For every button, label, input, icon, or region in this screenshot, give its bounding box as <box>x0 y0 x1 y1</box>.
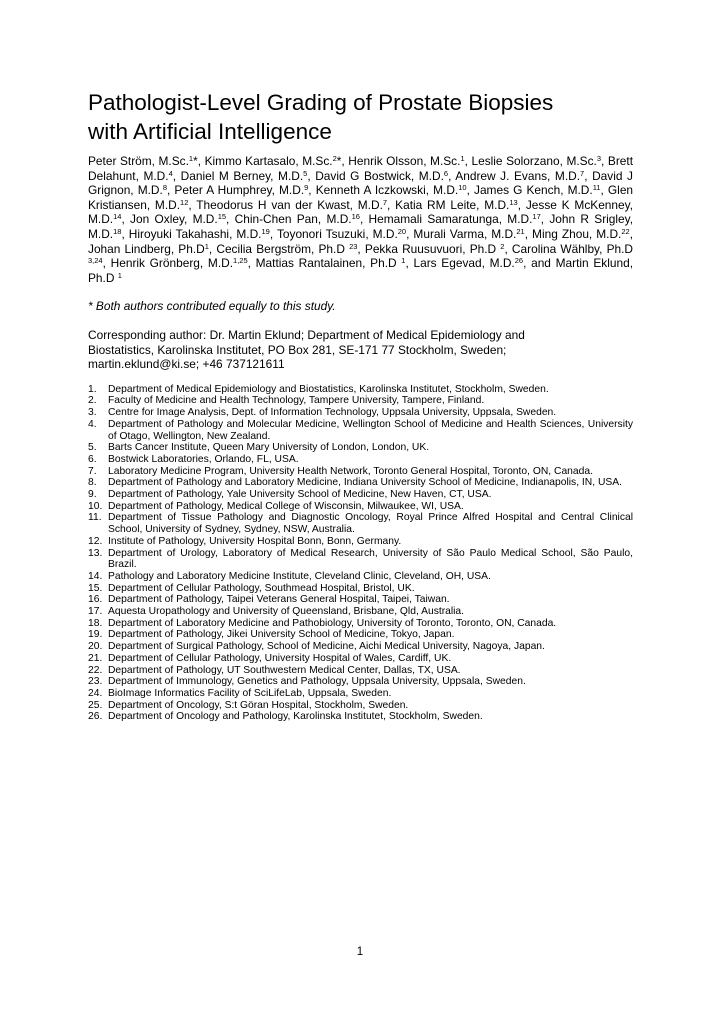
author-name: Hiroyuki Takahashi, M.D. <box>128 226 262 241</box>
affiliation-number: 19. <box>88 629 103 641</box>
author-name: Henrik Olsson, M.Sc. <box>348 154 461 168</box>
affiliation-number: 4. <box>88 418 97 430</box>
author-affiliation-sup: 26 <box>514 256 524 266</box>
affiliation-item <box>88 583 633 595</box>
author-name: Kenneth A Iczkowski, M.D. <box>315 183 459 198</box>
author-name: Brett Delahunt, M.D. <box>88 154 634 183</box>
author-name: Chin-Chen Pan, M.D. <box>234 212 352 227</box>
author-name: Johan Lindberg, Ph.D <box>88 241 205 256</box>
author-name: Mattias Rantalainen, Ph.D <box>255 256 402 271</box>
author-affiliation-sup: 5 <box>303 168 308 178</box>
affiliation-item <box>88 536 633 548</box>
affiliation-number: 22. <box>88 664 103 676</box>
affiliation-text: Department of Pathology, Medical College of Wisconsin, Milwaukee, WI, USA. <box>108 500 464 512</box>
affiliation-text: Faculty of Medicine and Health Technology, Tampere University, Tampere, Finland. <box>108 395 485 407</box>
author-name: Andrew J. Evans, M.D. <box>455 168 581 183</box>
affiliation-item <box>88 548 633 571</box>
author-name: Jesse K McKenney, M.D. <box>88 197 634 227</box>
author-affiliation-sup: 11 <box>592 183 601 193</box>
author <box>348 154 464 168</box>
author-affiliation-sup: 3,24 <box>88 256 103 266</box>
author <box>111 256 248 270</box>
affiliation-text: Department of Cellular Pathology, Southmead Hospital, Bristol, UK. <box>108 582 415 594</box>
affiliation-item <box>88 606 633 618</box>
corresponding-line: Corresponding author: Dr. Martin Eklund; Department of Medical Epidemiology and <box>88 327 525 342</box>
affiliation-text: Institute of Pathology, University Hospital Bonn, Bonn, Germany. <box>108 535 402 547</box>
affiliation-number: 21. <box>88 652 103 664</box>
affiliation-text: Department of Pathology, UT Southwestern Medical Center, Dallas, TX, USA. <box>108 664 461 676</box>
author <box>88 242 209 256</box>
author <box>413 256 523 270</box>
author <box>316 183 467 197</box>
author <box>277 227 406 241</box>
author-affiliation-sup: 1 <box>460 154 465 163</box>
author-affiliation-sup: 19 <box>261 226 270 236</box>
author-name: Ming Zhou, M.D. <box>532 226 622 241</box>
author-name: John R Srigley, M.D. <box>88 212 634 241</box>
affiliation-item <box>88 688 633 700</box>
author <box>88 154 198 168</box>
affiliation-list <box>88 384 633 723</box>
author <box>395 198 518 212</box>
affiliation-number: 18. <box>88 617 103 629</box>
author-name: Leslie Solorzano, M.Sc. <box>471 154 597 168</box>
affiliation-text: Department of Immunology, Genetics and Pathology, Uppsala University, Uppsala, Sweden. <box>108 676 526 688</box>
affiliation-text: Department of Pathology, Yale University School of Medicine, New Haven, CT, USA. <box>108 489 492 501</box>
affiliation-number: 3. <box>88 407 97 419</box>
author-affiliation-sup: 1 <box>117 270 122 280</box>
author-name: Martin Eklund, Ph.D <box>88 256 634 285</box>
affiliation-number: 8. <box>88 477 97 489</box>
author <box>256 256 406 270</box>
author-affiliation-sup: 21 <box>516 226 525 236</box>
corresponding-line: martin.eklund@ki.se; +46 737121611 <box>88 357 285 372</box>
affiliation-text: BioImage Informatics Facility of SciLifeLab, Uppsala, Sweden. <box>108 688 392 699</box>
affiliation-item <box>88 711 633 723</box>
affiliation-text: Barts Cancer Institute, Queen Mary University of London, London, UK. <box>108 442 430 454</box>
author-affiliation-sup: 18 <box>113 226 122 236</box>
author <box>474 183 601 197</box>
author-name: Toyonori Tsuzuki, M.D. <box>276 226 398 241</box>
affiliation-number: 2. <box>88 395 97 407</box>
author-affiliation-sup: 1 <box>188 154 194 163</box>
affiliation-number: 10. <box>88 500 103 512</box>
author-name: Katia RM Leite, M.D. <box>395 197 510 212</box>
affiliation-text: Department of Tissue Pathology and Diagnostic Oncology, Royal Prince Alfred Hospital and Central Clinical School, University of Sydney, Sydney, NSW, Australia. <box>108 512 633 536</box>
affiliation-number: 11. <box>88 512 102 524</box>
author-name: Jon Oxley, M.D. <box>130 212 218 227</box>
author <box>315 169 448 183</box>
author-name: Kimmo Kartasalo, M.Sc. <box>204 154 333 168</box>
affiliation-text: Department of Oncology and Pathology, Karolinska Institutet, Stockholm, Sweden. <box>108 711 483 723</box>
author-name: Lars Egevad, M.D. <box>413 256 515 271</box>
equal-contribution-mark: * <box>336 154 342 168</box>
affiliation-text: Department of Pathology and Molecular Medicine, Wellington School of Medicine and Health Sciences, University of Otago, Wellington, New Zealand. <box>108 418 633 442</box>
author-affiliation-sup: 8 <box>162 183 167 193</box>
author <box>129 227 270 241</box>
affiliation-number: 26. <box>88 711 103 723</box>
affiliation-item <box>88 466 633 478</box>
author-affiliation-sup: 13 <box>509 197 518 207</box>
affiliation-text: Pathology and Laboratory Medicine Institute, Cleveland Clinic, Cleveland, OH, USA. <box>108 570 491 582</box>
author-name: Glen Kristiansen, M.D. <box>88 183 634 212</box>
affiliation-number: 6. <box>88 453 97 465</box>
affiliation-text: Centre for Image Analysis, Dept. of Information Technology, Uppsala University, Uppsala, Sweden. <box>108 407 557 419</box>
author <box>413 227 524 241</box>
author <box>130 212 226 226</box>
affiliation-text: Department of Medical Epidemiology and Biostatistics, Karolinska Institutet, Stockholm, Sweden. <box>108 383 549 395</box>
page-number: 1 <box>356 946 364 958</box>
author-affiliation-sup: 3 <box>596 154 602 163</box>
affiliation-item <box>88 571 633 583</box>
author-name: Hemamali Samaratunga, M.D. <box>368 212 533 227</box>
author-name: Peter A Humphrey, M.D. <box>174 183 305 198</box>
author <box>471 154 601 168</box>
affiliation-item <box>88 641 633 653</box>
author <box>174 183 308 197</box>
author <box>369 212 541 226</box>
author <box>205 154 342 168</box>
author <box>235 212 360 226</box>
author <box>455 169 584 183</box>
affiliation-item <box>88 676 633 688</box>
author-name: Daniel M Berney, M.D. <box>180 168 304 183</box>
author <box>181 169 308 183</box>
author-affiliation-sup: 2 <box>332 154 337 163</box>
author-affiliation-sup: 15 <box>217 212 227 222</box>
affiliation-text: Department of Pathology and Laboratory Medicine, Indiana University School of Medicine, Indianapolis, IN, USA. <box>108 477 622 489</box>
author-affiliation-sup: 20 <box>397 226 407 236</box>
author-affiliation-sup: 1 <box>204 241 209 251</box>
affiliation-text: Department of Pathology, Jikei University School of Medicine, Tokyo, Japan. <box>108 629 455 641</box>
author-affiliation-sup: 17 <box>532 212 541 222</box>
author <box>196 198 387 212</box>
affiliation-number: 16. <box>88 594 103 606</box>
author-name: David G Bostwick, M.D. <box>315 168 444 183</box>
author-name: Carolina Wählby, Ph.D <box>511 241 634 256</box>
corresponding-line: Biostatistics, Karolinska Institutet, PO Box 281, SE-171 77 Stockholm, Sweden; <box>88 342 507 357</box>
author-affiliation-sup: 2 <box>500 241 505 251</box>
author-name: Peter Ström, M.Sc. <box>88 154 189 168</box>
author <box>532 227 630 241</box>
author-affiliation-sup: 14 <box>113 212 122 222</box>
author-affiliation-sup: 9 <box>304 183 309 193</box>
affiliation-number: 9. <box>88 489 97 501</box>
affiliation-item <box>88 454 633 466</box>
affiliation-number: 13. <box>88 547 103 559</box>
title-line: Pathologist-Level Grading of Prostate Biopsies <box>88 90 554 115</box>
affiliation-text: Department of Cellular Pathology, University Hospital of Wales, Cardiff, UK. <box>108 652 452 664</box>
author-name: Theodorus H van der Kwast, M.D. <box>196 197 383 212</box>
affiliation-number: 5. <box>88 442 97 454</box>
author-name: Pekka Ruusuvuori, Ph.D <box>364 241 501 256</box>
affiliation-number: 14. <box>88 570 103 582</box>
affiliation-item <box>88 594 633 606</box>
affiliation-text: Department of Surgical Pathology, School of Medicine, Aichi Medical University, Nagoya, Japan. <box>108 641 545 653</box>
affiliation-item <box>88 629 633 641</box>
affiliation-item <box>88 700 633 712</box>
affiliation-item <box>88 384 633 396</box>
author-affiliation-sup: 6 <box>443 168 449 178</box>
affiliation-text: Bostwick Laboratories, Orlando, FL, USA. <box>108 453 299 465</box>
affiliation-text: Laboratory Medicine Program, University Health Network, Toronto General Hospital, Toronto, ON, Canada. <box>108 465 593 477</box>
paper-page <box>88 88 633 723</box>
author-name: Murali Varma, M.D. <box>413 226 517 241</box>
corresponding-author <box>88 328 633 372</box>
paper-title <box>88 88 633 146</box>
author-affiliation-sup: 10 <box>458 183 467 193</box>
affiliation-item <box>88 442 633 454</box>
affiliation-number: 17. <box>88 606 103 618</box>
affiliation-number: 24. <box>88 688 103 699</box>
author-affiliation-sup: 7 <box>580 168 585 178</box>
author-list: Peter Ström, M.Sc.$^1$*, Kimmo Kartasalo, M.Sc.$^2$*, Henrik Olsson, M.Sc.$^1$, Leslie Solorzano, M.Sc.$^3$, Brett Delahunt, M.D.$^4$, Daniel M Berney, M.D.$^5$, David G Bostwick, M.D.$^6$, Andrew J. Evans, M.D.$^7$, David J Grignon, M.D.$^8$, Peter A Humphrey, M.D.$^9$, Kenneth A Iczkowski, M.D.$^{10}$, James G Kench, M.D.$^{11}$, Glen Kristiansen, M.D.$^{12}$, Theodorus H van der Kwast, M.D.$^7$, Katia RM Leite, M.D.$^{13}$, Jesse K McKenney, M.D.$^{14}$, Jon Oxley, M.D.$^{15}$, Chin-Chen Pan, M.D.$^{16}$, Hemamali Samaratunga, M.D.$^{17}$, John R Srigley, M.D.$^{18}$, Hiroyuki Takahashi, M.D.$^{19}$, Toyonori Tsuzuki, M.D.$^{20}$, Murali Varma, M.D.$^{21}$, Ming Zhou, M.D.$^{22}$, Johan Lindberg, $Ph.D^1$, Cecilia Bergström, Ph.D $^{23}$, Pekka Ruusuvuori, Ph.D $^2$, Carolina Wählby, Ph.D $^{3,24}$, Henrik Grönberg, M.D.$^{1,25}$, Mattias Rantalainen, Ph.D $^1$, Lars Egevad, M.D.$^{26}$, and Martin Eklund, Ph.D $^1$ <box>88 154 634 285</box>
affiliation-item <box>88 489 633 501</box>
affiliation-text: Department of Laboratory Medicine and Pathobiology, University of Toronto, Toronto, ON, Canada. <box>108 617 557 629</box>
author-affiliation-sup: 1,25 <box>233 256 248 266</box>
affiliation-text: Department of Pathology, Taipei Veterans General Hospital, Taipei, Taiwan. <box>108 594 450 606</box>
affiliation-item <box>88 407 633 419</box>
affiliation-number: 25. <box>88 699 103 711</box>
author-affiliation-sup: 23 <box>349 241 358 251</box>
author-name: Cecilia Bergström, Ph.D <box>216 241 350 256</box>
author-affiliation-sup: 7 <box>382 197 388 207</box>
affiliation-item <box>88 501 633 513</box>
author <box>365 242 505 256</box>
affiliation-item <box>88 665 633 677</box>
affiliation-item <box>88 395 633 407</box>
affiliation-number: 12. <box>88 535 103 547</box>
author-affiliation-sup: 12 <box>180 197 189 207</box>
affiliation-item <box>88 653 633 665</box>
author-name: Henrik Grönberg, M.D. <box>110 256 234 271</box>
affiliation-item <box>88 512 633 535</box>
affiliation-item <box>88 618 633 630</box>
affiliation-number: 15. <box>88 582 103 594</box>
affiliation-number: 1. <box>88 383 97 395</box>
title-line: with Artificial Intelligence <box>88 119 332 144</box>
author-affiliation-sup: 22 <box>621 226 630 236</box>
author <box>216 242 357 256</box>
affiliation-number: 20. <box>88 641 103 653</box>
author-affiliation-sup: 4 <box>168 168 173 178</box>
affiliation-number: 23. <box>88 676 103 688</box>
affiliation-number: 7. <box>88 465 97 477</box>
affiliation-text: Department of Urology, Laboratory of Medical Research, University of São Paulo Medical School, São Paulo, Brazil. <box>108 547 633 571</box>
author-affiliation-sup: 16 <box>351 212 360 222</box>
affiliation-text: Aquesta Uropathology and University of Queensland, Brisbane, Qld, Australia. <box>108 606 465 618</box>
author-affiliation-sup: 1 <box>401 256 406 266</box>
equal-contribution-note: * Both authors contributed equally to this study. <box>88 299 336 314</box>
author-name: David J Grignon, M.D. <box>88 168 633 198</box>
equal-contribution-mark: * <box>193 154 198 168</box>
author-name: James G Kench, M.D. <box>474 183 593 198</box>
affiliation-text: Department of Oncology, S:t Göran Hospital, Stockholm, Sweden. <box>108 699 409 711</box>
affiliation-item <box>88 419 633 442</box>
affiliation-item <box>88 477 633 489</box>
